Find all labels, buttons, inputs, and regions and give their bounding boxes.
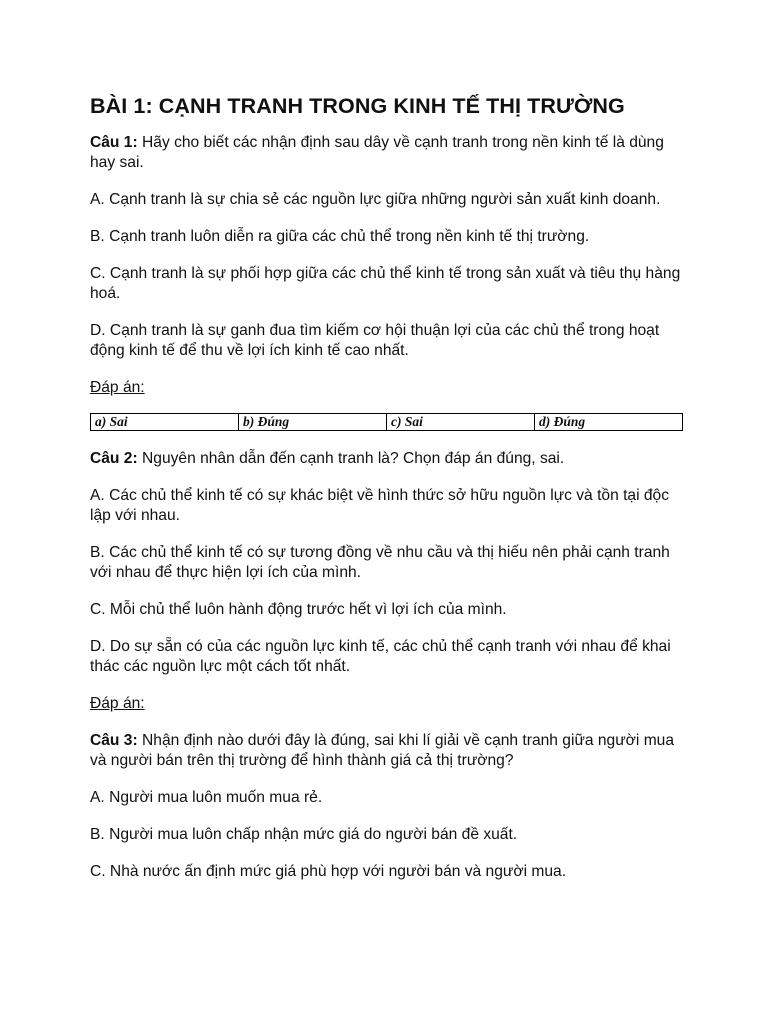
question-2-option-b: B. Các chủ thể kinh tế có sự tương đồng về nhu cầu và thị hiếu nên phải cạnh tranh với nhau để thực hiện lợi ích của mình. [90,544,670,581]
question-1-option-b: B. Cạnh tranh luôn diễn ra giữa các chủ thể trong nền kinh tế thị trường. [90,228,590,245]
question-2-option-c: C. Mỗi chủ thể luôn hành động trước hết vì lợi ích của mình. [90,601,507,618]
question-1-option-d: D. Cạnh tranh là sự ganh đua tìm kiếm cơ hội thuận lợi của các chủ thể trong hoạt động kinh tế để thu về lợi ích kinh tế cao nhất. [90,322,660,359]
question-1-text: Hãy cho biết các nhận định sau dây về cạnh tranh trong nền kinh tế là dùng hay sai. [90,134,664,171]
question-1 [90,133,690,173]
question-3-option-c: C. Nhà nước ấn định mức giá phù hợp với người bán và người mua. [90,863,567,880]
table-row [91,414,683,431]
question-2-label: Câu 2: [90,450,138,467]
question-2-option-a: A. Các chủ thể kinh tế có sự khác biệt về hình thức sở hữu nguồn lực và tồn tại độc lập với nhau. [90,487,670,524]
question-2-option-d: D. Do sự sẵn có của các nguồn lực kinh tế, các chủ thể cạnh tranh với nhau để khai thác các nguồn lực một cách tốt nhất. [90,638,671,675]
question-3-text: Nhận định nào dưới đây là đúng, sai khi lí giải về cạnh tranh giữa người mua và người bán trên thị trường để hình thành giá cả thị trường? [90,732,675,769]
question-1-answer-heading [90,378,690,398]
question-1-option-a: A. Cạnh tranh là sự chia sẻ các nguồn lực giữa những người sản xuất kinh doanh. [90,191,661,208]
answer-cell-b: b) Đúng [239,414,387,431]
answer-cell-d: d) Đúng [535,414,683,431]
question-3 [90,731,690,771]
answer-table [90,413,683,431]
document-page [90,92,690,899]
question-2-text: Nguyên nhân dẫn đến cạnh tranh là? Chọn đáp án đúng, sai. [137,450,565,467]
answer-label: Đáp án: [90,379,145,396]
question-2 [90,449,690,469]
question-1-label: Câu 1: [90,134,138,151]
question-3-option-a: A. Người mua luôn muốn mua rẻ. [90,789,323,806]
question-3-label: Câu 3: [90,732,138,749]
answer-cell-c: c) Sai [387,414,535,431]
question-1-option-c: C. Cạnh tranh là sự phối hợp giữa các chủ thể kinh tế trong sản xuất và tiêu thụ hàng hoá. [90,265,681,302]
question-2-answer-heading [90,694,690,714]
answer-cell-a: a) Sai [91,414,239,431]
page-title: BÀI 1: CẠNH TRANH TRONG KINH TẾ THỊ TRƯỜNG [90,94,625,118]
answer-label: Đáp án: [90,695,145,712]
question-3-option-b: B. Người mua luôn chấp nhận mức giá do người bán đề xuất. [90,826,518,843]
